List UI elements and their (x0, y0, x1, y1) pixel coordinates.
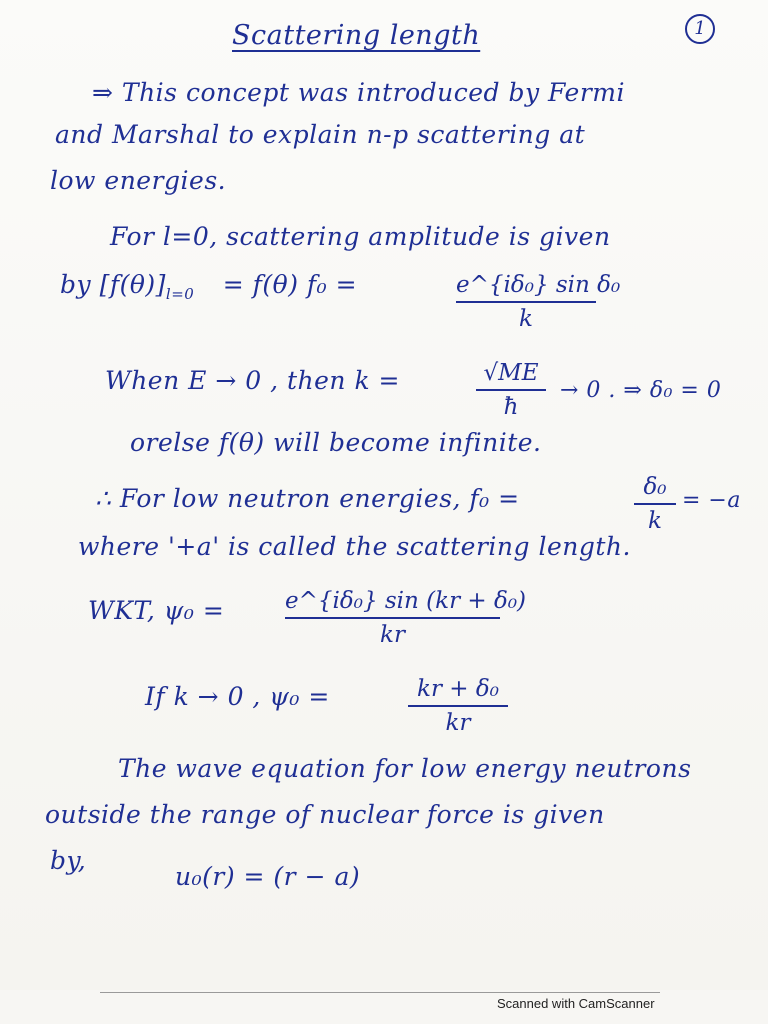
text-line-3: low energies. (50, 166, 227, 195)
limit-denominator: kr (445, 710, 471, 736)
footer-divider (100, 992, 660, 993)
amplitude-lhs: by [f(θ)] (60, 270, 166, 299)
wavenumber-fraction (476, 360, 546, 420)
wavefunction-fraction (285, 588, 527, 648)
text-line-13: outside the range of nuclear force is given (45, 800, 605, 829)
equation-low-energy: ∴ For low neutron energies, f₀ = (95, 484, 520, 513)
fraction-bar (634, 503, 676, 505)
equation-wavefunction: WKT, ψ₀ = (88, 596, 225, 625)
wavenumber-limit: → 0 . ⇒ δ₀ = 0 (560, 378, 722, 403)
wavenumber-denominator: ħ (503, 394, 519, 420)
fraction-bar (285, 617, 500, 619)
fraction-bar (408, 705, 508, 707)
amplitude-denominator: k (519, 306, 533, 332)
wavefunction-denominator: kr (380, 622, 405, 648)
amplitude-fraction (456, 272, 621, 332)
limit-fraction (408, 676, 508, 736)
text-line-4: For l=0, scattering amplitude is given (110, 222, 611, 251)
fraction-bar (476, 389, 546, 391)
text-line-9: where '+a' is called the scattering length. (78, 532, 631, 561)
equation-radial: u₀(r) = (r − a) (175, 862, 361, 891)
wavefunction-numerator: e^{iδ₀} sin (kr + δ₀) (285, 588, 527, 614)
wavenumber-numerator: √ME (483, 360, 539, 386)
amplitude-mid: = f(θ) f₀ = (222, 270, 358, 299)
low-energy-denominator: k (648, 508, 662, 534)
equation-wavenumber: When E → 0 , then k = (105, 366, 401, 395)
fraction-bar (456, 301, 596, 303)
low-energy-fraction (634, 474, 676, 534)
equation-limit: If k → 0 , ψ₀ = (145, 682, 330, 711)
text-line-1: ⇒ This concept was introduced by Fermi (92, 78, 625, 107)
limit-numerator: kr + δ₀ (417, 676, 499, 702)
page-number: 1 (685, 14, 715, 44)
text-line-12: The wave equation for low energy neutrons (118, 754, 692, 783)
text-line-2: and Marshal to explain n-p scattering at (55, 120, 586, 149)
page-title: Scattering length (232, 20, 481, 51)
low-energy-result: = −a (682, 488, 741, 513)
text-line-14: by, (50, 846, 87, 875)
text-line-7: orelse f(θ) will become infinite. (130, 428, 542, 457)
scanner-watermark: Scanned with CamScanner (497, 996, 655, 1011)
amplitude-subscript: l=0 (165, 285, 195, 303)
equation-amplitude (60, 270, 357, 303)
low-energy-numerator: δ₀ (643, 474, 667, 500)
amplitude-numerator: e^{iδ₀} sin δ₀ (456, 272, 621, 298)
